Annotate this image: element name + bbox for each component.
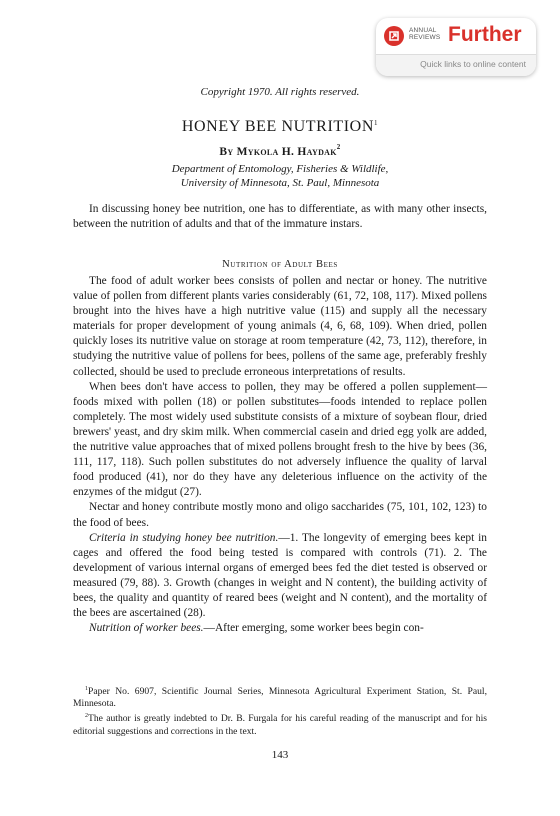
intro-text: In discussing honey bee nutrition, one has to differentiate, as with many other insects, between the nutrition of adults and that of the immature instars. <box>73 203 487 231</box>
paragraph-4-text: —1. The longevity of emerging bees kept in cages and offered the food being tested is compared with controls (71). 2. The development of various internal organs of emerged bees fed the diet tested is observed or measured (79, 88). 3. Growth (changes in weight and N content), the building activity of bees, the quality and quantity of reared bees (weight and N content), and the mortality of the bees are ascertained (28). <box>73 531 487 620</box>
paragraph-3: Nectar and honey contribute mostly mono and oligo saccharides (75, 101, 102, 123) to the food of bees. <box>73 501 487 529</box>
footnote-2-marker: 2 <box>85 713 88 720</box>
paragraph-5 <box>73 621 487 636</box>
page-number: 143 <box>271 749 289 761</box>
quick-links-link[interactable]: Quick links to online content <box>420 59 526 69</box>
author-text: By Mykola H. Haydak <box>219 146 337 158</box>
paragraph-1: The food of adult worker bees consists of pollen and nectar or honey. The nutritive value of pollen from different plants varies considerably (61, 72, 108, 117). Mixed pollens brought into the hives have a high nutritive value (115) and supply all the necessary materials for proper development of young animals (4, 6, 68, 109). When dried, pollen quickly loses its nutritive value on storage at room temperature (42, 73, 112), therefore, in studying the nutritive value of pollens for bees, pollens of the same age, preferably freshly collected, should be used to preclude erroneous interpretations of results. <box>73 275 487 378</box>
footnote-2-text: The author is greatly indebted to Dr. B. Furgala for his careful reading of the manuscript and for his editorial suggestions and corrections in the text. <box>73 713 487 737</box>
paragraph-2: When bees don't have access to pollen, they may be offered a pollen supplement—foods mixed with pollen (18) or pollen substitutes—foods intended to replace pollen completely. The most widely used substitute consists of a mixture of soybean flour, dried brewers' yeast, and dry skim milk. When commercial casein and dried egg yolk are added, the nutritive value approaches that of mixed pollens brought fresh to the hive by bees (36, 111, 117, 118). Such pollen substitutes do not adversely influence the quality of larval food produced (41), nor do they have any deleterious influence on the activity of the enzymes of the midgut (27). <box>73 380 487 499</box>
section-body <box>73 274 487 636</box>
badge-header <box>376 18 536 54</box>
annual-reviews-logo-icon <box>384 26 404 46</box>
paragraph-4 <box>73 531 487 622</box>
intro-paragraph <box>73 202 487 232</box>
footnote-1 <box>73 683 487 710</box>
badge-footer <box>376 54 536 76</box>
author-byline <box>0 143 560 158</box>
copyright-line: Copyright 1970. All rights reserved. <box>200 86 360 98</box>
footnote-2 <box>73 710 487 737</box>
article-title <box>0 118 560 136</box>
affiliation-line-1: Department of Entomology, Fisheries & Wildlife, <box>171 163 389 175</box>
further-quick-links-badge[interactable] <box>376 18 536 76</box>
annual-reviews-wordmark: ANNUAL REVIEWS <box>409 27 441 41</box>
title-footnote-marker: 1 <box>374 119 379 127</box>
criteria-subheading: Criteria in studying honey bee nutrition. <box>89 531 279 544</box>
footnote-1-marker: 1 <box>85 686 88 692</box>
worker-nutrition-subheading: Nutrition of worker bees. <box>89 622 204 635</box>
paragraph-5-text: —After emerging, some worker bees begin con- <box>203 622 424 635</box>
section-heading: Nutrition of Adult Bees <box>222 259 338 270</box>
title-text: HONEY BEE NUTRITION <box>181 118 374 135</box>
footnote-1-text: Paper No. 6907, Scientific Journal Series, Minnesota Agricultural Experiment Station, St. Paul, Minnesota. <box>73 686 487 710</box>
further-wordmark: Further <box>448 23 522 46</box>
affiliation-line-2: University of Minnesota, St. Paul, Minnesota <box>180 177 380 189</box>
author-footnote-marker: 2 <box>336 143 341 151</box>
footnotes <box>73 683 487 738</box>
